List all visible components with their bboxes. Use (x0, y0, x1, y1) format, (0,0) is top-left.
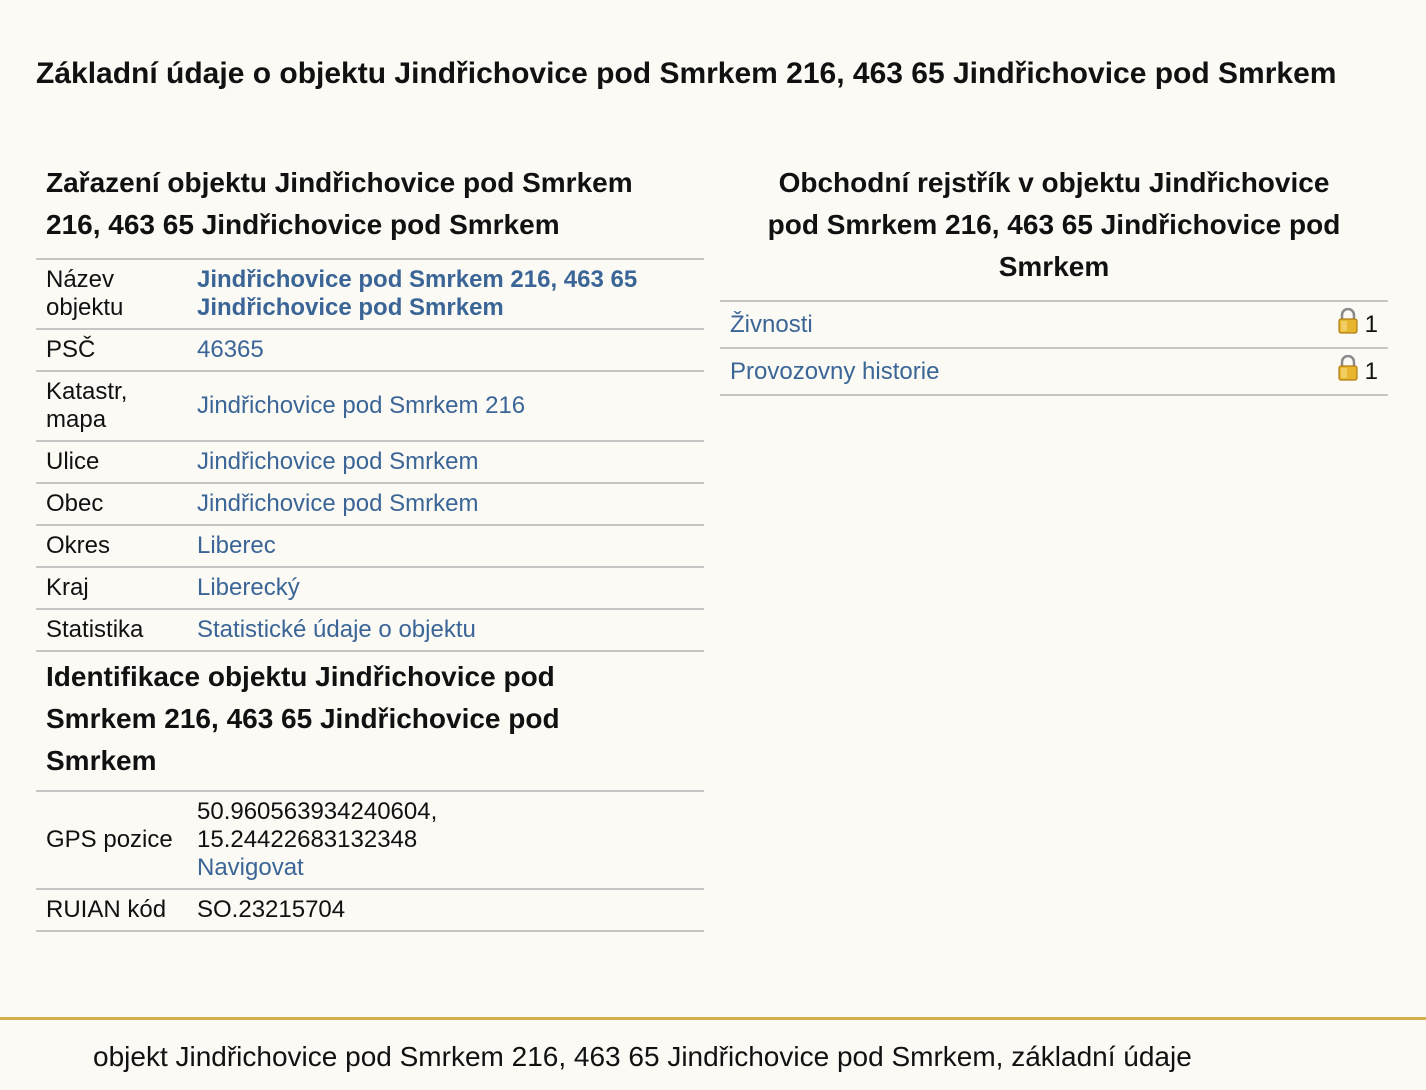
gps-latitude: 50.960563934240604, (197, 798, 438, 825)
table-row (36, 483, 704, 525)
footer-text: objekt Jindřichovice pod Smrkem 216, 463 65 Jindřichovice pod Smrkem, základní údaje (93, 1041, 1192, 1072)
psc-label: PSČ (36, 329, 187, 371)
municipality-label: Obec (36, 483, 187, 525)
trades-link[interactable]: Živnosti (730, 310, 813, 338)
classification-table (36, 258, 704, 652)
lock-icon (1337, 308, 1359, 334)
street-link[interactable]: Jindřichovice pod Smrkem (197, 448, 479, 475)
table-row (36, 609, 704, 651)
lock-icon (1337, 355, 1359, 381)
classification-title: Zařazení objektu Jindřichovice pod Smrkem 216, 463 65 Jindřichovice pod Smrkem (46, 167, 633, 240)
table-row (36, 371, 704, 441)
footer-divider (0, 1017, 1426, 1020)
premises-count: 1 (1364, 358, 1378, 385)
table-row (36, 791, 704, 889)
business-register-table (720, 300, 1388, 396)
table-row (720, 301, 1388, 348)
table-row (36, 889, 704, 931)
ruian-label: RUIAN kód (36, 889, 187, 931)
trades-count: 1 (1364, 311, 1378, 338)
business-register-section (720, 160, 1388, 396)
name-label: Název objektu (36, 259, 187, 329)
identification-title: Identifikace objektu Jindřichovice pod Smrkem 216, 463 65 Jindřichovice pod Smrkem (46, 661, 560, 776)
business-register-title: Obchodní rejstřík v objektu Jindřichovice pod Smrkem 216, 463 65 Jindřichovice pod Smrkem (767, 167, 1341, 282)
cadastre-label: Katastr, mapa (36, 371, 187, 441)
table-row (36, 525, 704, 567)
premises-history-link[interactable]: Provozovny historie (730, 357, 940, 385)
municipality-link[interactable]: Jindřichovice pod Smrkem (197, 490, 479, 517)
page-title: Základní údaje o objektu Jindřichovice pod Smrkem 216, 463 65 Jindřichovice pod Smrkem (36, 57, 1337, 90)
navigate-link[interactable]: Navigovat (197, 854, 304, 881)
table-row (36, 259, 704, 329)
table-row (720, 348, 1388, 395)
district-label: Okres (36, 525, 187, 567)
region-link[interactable]: Liberecký (197, 574, 300, 601)
classification-section (36, 160, 704, 932)
identification-table (36, 790, 704, 932)
cadastre-link[interactable]: Jindřichovice pod Smrkem 216 (197, 392, 526, 419)
street-label: Ulice (36, 441, 187, 483)
gps-label: GPS pozice (36, 791, 187, 889)
table-row (36, 441, 704, 483)
table-row (36, 567, 704, 609)
object-name-link[interactable]: Jindřichovice pod Smrkem 216, 463 65 Jindřichovice pod Smrkem (197, 266, 638, 321)
gps-longitude: 15.24422683132348 (197, 826, 418, 853)
table-row (36, 329, 704, 371)
statistics-label: Statistika (36, 609, 187, 651)
district-link[interactable]: Liberec (197, 532, 276, 559)
premises-count-cell (1308, 348, 1388, 395)
statistics-link[interactable]: Statistické údaje o objektu (197, 616, 476, 643)
ruian-value: SO.23215704 (187, 889, 704, 931)
region-label: Kraj (36, 567, 187, 609)
psc-link[interactable]: 46365 (197, 336, 264, 363)
trades-count-cell (1308, 301, 1388, 348)
